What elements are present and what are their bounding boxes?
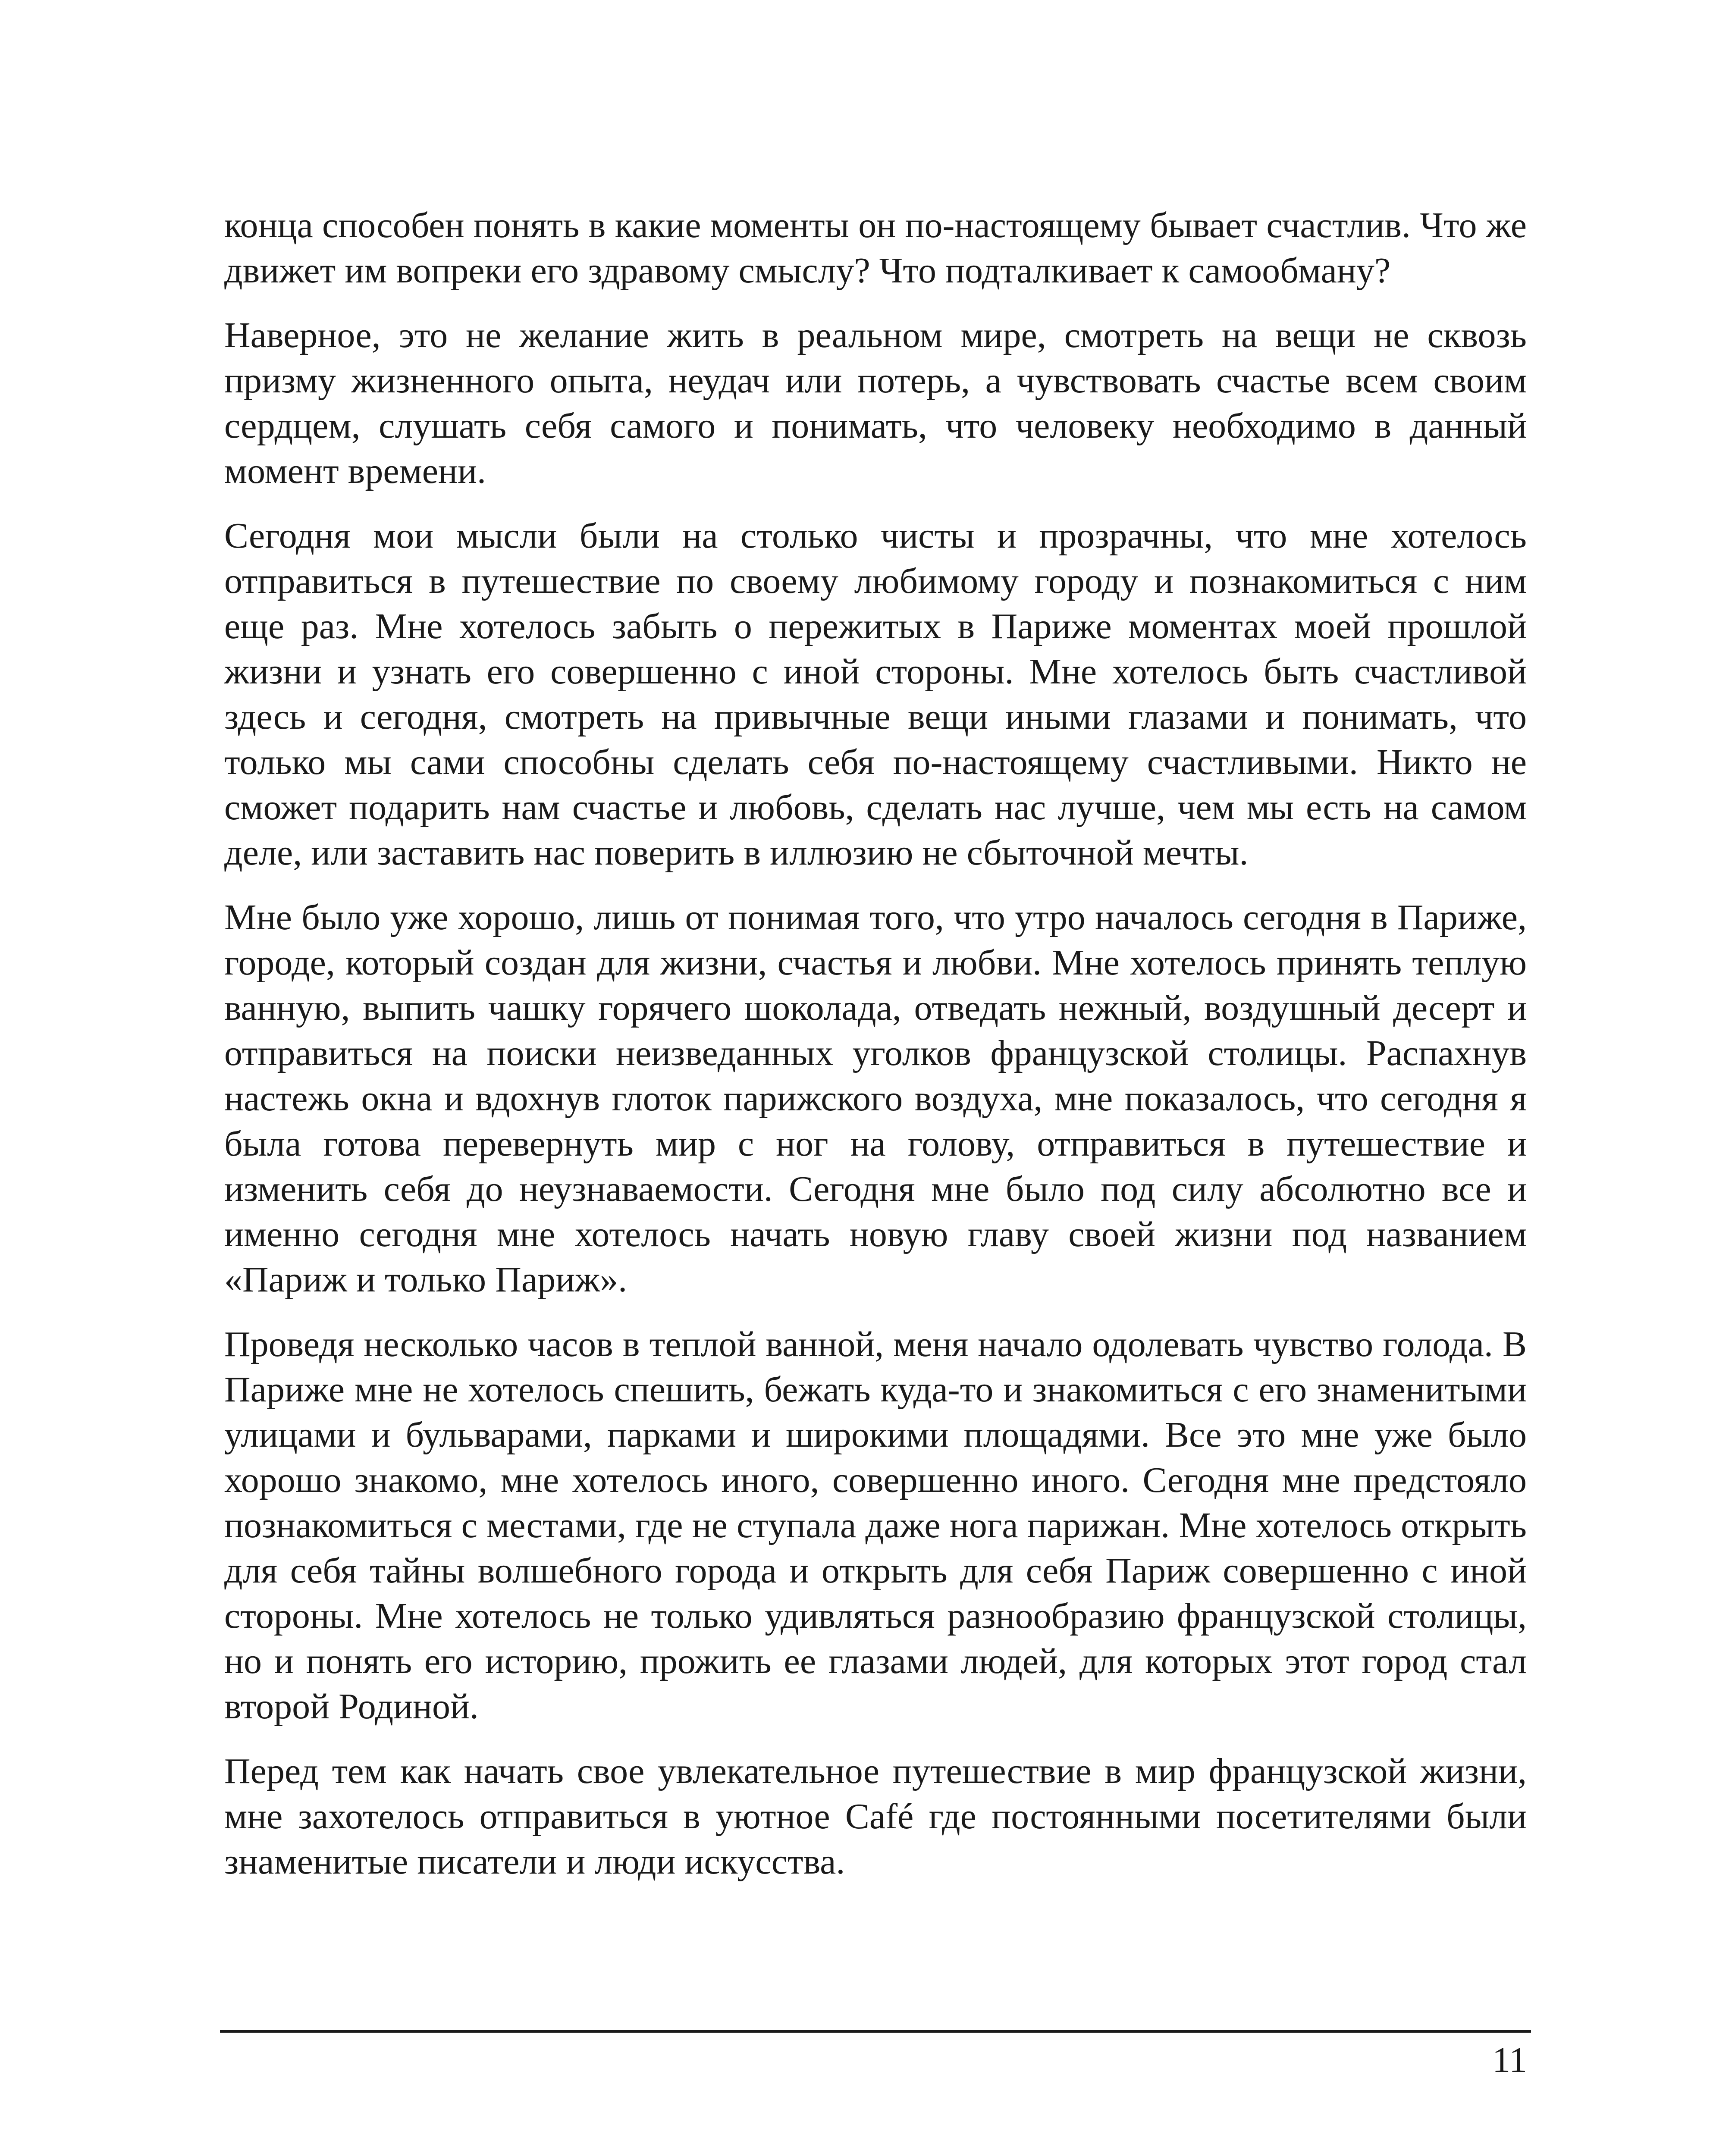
paragraph: Наверное, это не желание жить в реальном мире, смотреть на вещи не сквозь призму жизненного опыта, неудач или потерь, а чувствовать счастье всем своим сердцем, слушать себя самого и понимать, что человеку необходимо в данный момент времени. xyxy=(224,315,1527,491)
page-number: 11 xyxy=(1492,2040,1527,2080)
paragraph: Сегодня мои мысли были на столько чисты и прозрачны, что мне хотелось отправиться в путешествие по своему любимому городу и познакомиться с ним еще раз. Мне хотелось забыть о пережитых в Париже моментах моей прошлой жизни и узнать его совершенно с иной стороны. Мне хотелось быть счастливой здесь и сегодня, смотреть на привычные вещи иными глазами и понимать, что только мы сами способны сделать себя по-настоящему счастливыми. Никто не сможет подарить нам счастье и любовь, сделать нас лучше, чем мы есть на самом деле, или заставить нас поверить в иллюзию не сбыточной мечты. xyxy=(224,516,1527,873)
paragraph: конца способен понять в какие моменты он по-настоящему бывает счастлив. Что же движет им вопреки его здравому смыслу? Что подталкивает к самообману? xyxy=(224,205,1527,291)
paragraph: Проведя несколько часов в теплой ванной, меня начало одолевать чувство голода. В Париже мне не хотелось спешить, бежать куда-то и знакомиться с его знаменитыми улицами и бульварами, парками и широкими площадями. Все это мне уже было хорошо знакомо, мне хотелось иного, совершенно иного. Сегодня мне предстояло познакомиться с местами, где не ступала даже нога парижан. Мне хотелось открыть для себя тайны волшебного города и открыть для себя Париж совершенно с иной стороны. Мне хотелось не только удивляться разнообразию французской столицы, но и понять его историю, прожить ее глазами людей, для которых этот город стал второй Родиной. xyxy=(224,1324,1527,1727)
paragraph: Мне было уже хорошо, лишь от понимая того, что утро началось сегодня в Париже, городе, который создан для жизни, счастья и любви. Мне хотелось принять теплую ванную, выпить чашку горячего шоколада, отведать нежный, воздушный десерт и отправиться на поиски неизведанных уголков французской столицы. Распахнув настежь окна и вдохнув глоток парижского воздуха, мне показалось, что сегодня я была готова перевернуть мир с ног на голову, отправиться в путешествие и изменить себя до неузнаваемости. Сегодня мне было под силу абсолютно все и именно сегодня мне хотелось начать новую главу своей жизни под названием «Париж и только Париж». xyxy=(224,897,1527,1300)
paragraph: Перед тем как начать свое увлекательное путешествие в мир французской жизни, мне захотелось отправиться в уютное Café где постоянными посетителями были знаменитые писатели и люди искусства. xyxy=(224,1751,1527,1882)
footer-divider xyxy=(220,2030,1531,2033)
body-text xyxy=(224,203,1527,1904)
